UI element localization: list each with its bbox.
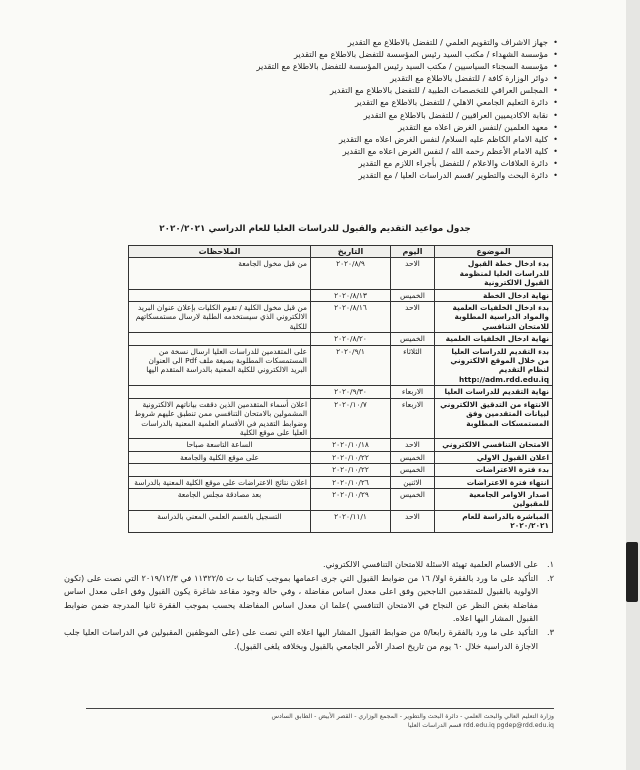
cell-date: ٢٠٢٠/١٠/٢٢: [311, 464, 391, 476]
cell-subject: اعلان القبول الاولي: [435, 451, 553, 463]
table-row: [129, 386, 553, 398]
note-item: [64, 572, 554, 626]
note-text: التأكيد على ما ورد بالفقرة رابعا/٥ من ضوابط القبول المشار اليها اعلاه التي نصت على (على الموظفين المقبولين في الدراسات العليا جلب الاجازة الدراسية خلال ٦٠ يوم من تاريخ اصدار الأمر الجامعي بالقبول وبخلافه يلغى القبول).: [64, 626, 538, 651]
list-item: • المجلس العراقي للتخصصات الطبية / للتفضل بالاطلاع مع التقدير: [88, 84, 558, 96]
cell-notes: اعلان نتائج الاعتراضات على موقع الكلية المعنية بالدراسة: [129, 476, 311, 488]
cell-subject: نهاية التقديم للدراسات العليا: [435, 386, 553, 398]
list-item: • دوائر الوزارة كافة / للتفضل بالاطلاع مع التقدير: [88, 72, 558, 84]
cell-day: الاحد: [391, 510, 435, 532]
header-subject: الموضوع: [435, 246, 553, 258]
cell-day: الاحد: [391, 302, 435, 333]
distribution-list: [88, 36, 558, 181]
cell-day: الاربعاء: [391, 398, 435, 439]
note-item: [64, 626, 554, 653]
cell-date: ٢٠٢٠/٨/٩: [311, 258, 391, 289]
footer-divider: [86, 708, 554, 709]
table-row: [129, 333, 553, 345]
footer: [86, 712, 554, 730]
cell-day: الخميس: [391, 451, 435, 463]
cell-notes: على موقع الكلية والجامعة: [129, 451, 311, 463]
cell-day: الخميس: [391, 333, 435, 345]
cell-date: ٢٠٢٠/٨/١٣: [311, 289, 391, 301]
list-item: • نقابة الاكاديميين العراقيين / للتفضل بالاطلاع مع التقدير: [88, 109, 558, 121]
cell-date: ٢٠٢٠/٩/٣٠: [311, 386, 391, 398]
cell-subject: نهاية ادخال الخلفيات العلمية: [435, 333, 553, 345]
cell-date: ٢٠٢٠/٩/١: [311, 345, 391, 386]
cell-date: ٢٠٢٠/١٠/٧: [311, 398, 391, 439]
cell-notes: [129, 333, 311, 345]
table-row: [129, 439, 553, 451]
cell-day: الاثنين: [391, 476, 435, 488]
cell-notes: من قبل مخول الجامعة: [129, 258, 311, 289]
cell-day: الاحد: [391, 439, 435, 451]
cell-notes: التسجيل بالقسم العلمي المعني بالدراسة: [129, 510, 311, 532]
cell-day: الخميس: [391, 488, 435, 510]
cell-subject: اصدار الاوامر الجامعية للمقبولين: [435, 488, 553, 510]
cell-subject: بدء التقديم للدراسات العليا من خلال الموقع الالكتروني لنظام التقديم http://adm.rdd.edu.iq: [435, 345, 553, 386]
cell-subject: الامتحان التنافسي الالكتروني: [435, 439, 553, 451]
cell-subject: بدء ادخال الخلفيات العلمية والمواد الدراسية المطلوبة للامتحان التنافسي: [435, 302, 553, 333]
cell-subject: المباشرة بالدراسة للعام ٢٠٢٠/٢٠٢١: [435, 510, 553, 532]
note-text: التأكيد على ما ورد بالفقرة اولا/ ١٦ من ضوابط القبول التي جرى اعمامها بموجب كتابنا ب ت ١١٣٢٢/٥ في ٢٠١٩/١٢/٣ التي نصت على (تكون الاولوية بالقبول للمتقدمين الناجحين وفق اعلى معدل اساس مفاضلة ، وفي حالة وجود مقاعد شاغرة يكون القبول وفق اعلى معدل اساس مفاضلة بغض النظر عن النجاح في الامتحان التنافسي )علما ان معدل اساس المفاضلة يحسب بموجب الفقرة ثانيا المدرجة ضمن ضوابط القبول المشار اليها اعلاه.: [64, 572, 538, 624]
cell-date: ٢٠٢٠/١٠/٢٢: [311, 451, 391, 463]
header-date: التاريخ: [311, 246, 391, 258]
cell-notes: من قبل مخول الكلية / تقوم الكليات بإعلان عنوان البريد الالكتروني الذي سيستخدمه الطلبة لارسال مستمسكاتهم للكلية: [129, 302, 311, 333]
cell-notes: [129, 386, 311, 398]
list-item: • كلية الامام الكاظم عليه السلام/ لنفس الغرض اعلاه مع التقدير: [88, 133, 558, 145]
table-row: [129, 476, 553, 488]
cell-subject: الانتهاء من التدقيق الالكتروني لبيانات المتقدمين وفق المستمسكات المطلوبة: [435, 398, 553, 439]
note-text: على الاقسام العلمية تهيئة الاسئلة للامتحان التنافسي الالكتروني.: [322, 559, 538, 569]
cell-date: ٢٠٢٠/٨/١٦: [311, 302, 391, 333]
cell-notes: [129, 464, 311, 476]
table-row: [129, 289, 553, 301]
table-row: [129, 398, 553, 439]
table-header-row: [129, 246, 553, 258]
note-number: ١.: [546, 559, 554, 569]
edge-mark: [626, 542, 638, 602]
list-item: • مؤسسة السجناء السياسيين / مكتب السيد رئيس المؤسسة للتفضل بالاطلاع مع التقدير: [88, 60, 558, 72]
footer-contact: rdd.edu.iq pgdep@rdd.edu.iq قسم الدراسات العليا: [407, 722, 554, 729]
cell-day: الثلاثاء: [391, 345, 435, 386]
table-row: [129, 510, 553, 532]
cell-notes: [129, 289, 311, 301]
list-item: • جهاز الاشراف والتقويم العلمي / للتفضل بالاطلاع مع التقدير: [88, 36, 558, 48]
cell-date: ٢٠٢٠/١٠/٢٦: [311, 476, 391, 488]
cell-day: الاربعاء: [391, 386, 435, 398]
cell-subject: نهاية ادخال الخطة: [435, 289, 553, 301]
cell-day: الخميس: [391, 464, 435, 476]
table-title: جدول مواعيد التقديم والقبول للدراسات العليا للعام الدراسي ٢٠٢٠/٢٠٢١: [159, 224, 471, 234]
table-row: [129, 258, 553, 289]
cell-notes: على المتقدمين للدراسات العليا ارسال نسخة من المستمسكات المطلوبة بصيغة ملف Pdf الى العنوان البريد الالكتروني للكلية المعنية بالدراسة المتقدم اليها: [129, 345, 311, 386]
cell-day: الاحد: [391, 258, 435, 289]
cell-date: ٢٠٢٠/١٠/٢٩: [311, 488, 391, 510]
header-day: اليوم: [391, 246, 435, 258]
table-row: [129, 451, 553, 463]
cell-subject: بدء فترة الاعتراضات: [435, 464, 553, 476]
table-row: [129, 302, 553, 333]
cell-notes: بعد مصادقة مجلس الجامعة: [129, 488, 311, 510]
cell-subject: انتهاء فترة الاعتراضات: [435, 476, 553, 488]
list-item: • مؤسسة الشهداء / مكتب السيد رئيس المؤسسة للتفضل بالاطلاع مع التقدير: [88, 48, 558, 60]
cell-notes: اعلان أسماء المتقدمين الذين دققت بياناتهم الالكترونية المشمولين بالامتحان التنافسي ممن تنطبق عليهم شروط وضوابط التقديم في الأقسام العلمية المعنية بالدراسات العليا على موقع الكلية: [129, 398, 311, 439]
notes-list: [64, 558, 554, 653]
note-number: ٣.: [546, 626, 554, 637]
cell-date: ٢٠٢٠/١١/١: [311, 510, 391, 532]
header-notes: الملاحظات: [129, 246, 311, 258]
cell-notes: الساعة التاسعة صباحا: [129, 439, 311, 451]
list-item: • معهد العلمين /لنفس الغرض اعلاه مع التقدير: [88, 121, 558, 133]
list-item: • دائرة البحث والتطوير /قسم الدراسات العليا / مع التقدير: [88, 169, 558, 181]
cell-day: الخميس: [391, 289, 435, 301]
schedule-table: [128, 245, 553, 533]
note-item: [64, 558, 554, 572]
list-item: • كلية الامام الأعظم رحمه الله / لنفس الغرض اعلاه مع التقدير: [88, 145, 558, 157]
list-item: • دائرة التعليم الجامعي الاهلي / للتفضل بالاطلاع مع التقدير: [88, 96, 558, 108]
list-item: • دائرة العلاقات والاعلام / للتفضل بأجراء اللازم مع التقدير: [88, 157, 558, 169]
page-edge: [626, 0, 640, 770]
table-row: [129, 345, 553, 386]
footer-address: وزارة التعليم العالي والبحث العلمي - دائرة البحث والتطوير - المجمع الوزاري - القصر الأبيض - الطابق السادس: [271, 713, 554, 720]
note-number: ٢.: [546, 572, 554, 583]
cell-date: ٢٠٢٠/٨/٢٠: [311, 333, 391, 345]
cell-date: ٢٠٢٠/١٠/١٨: [311, 439, 391, 451]
cell-subject: بدء ادخال خطة القبول للدراسات العليا لمنظومة القبول الالكترونية: [435, 258, 553, 289]
table-row: [129, 464, 553, 476]
table-row: [129, 488, 553, 510]
